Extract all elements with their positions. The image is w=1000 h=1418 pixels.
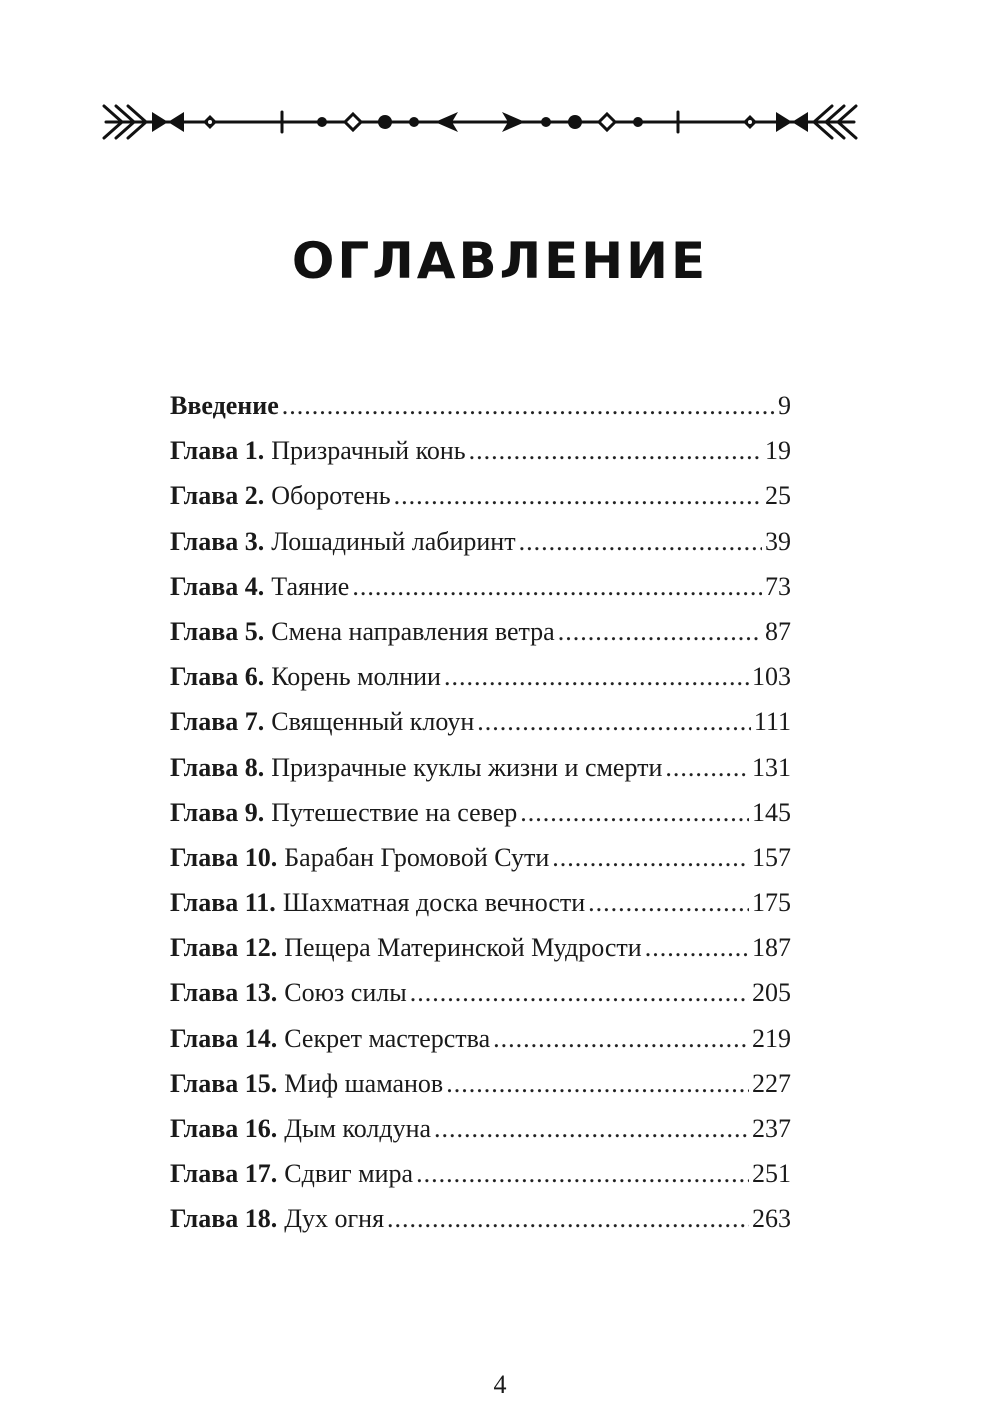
toc-entry-title: Союз силы [284,978,407,1008]
toc-entry-label: Глава 4. [170,571,265,601]
toc-entry [170,745,791,790]
toc-entry-page: 103 [752,662,791,692]
toc-entry-page: 205 [752,978,791,1008]
dot-leader [352,564,762,609]
toc-entry-label: Глава 6. [170,662,265,692]
toc-entry-title: Шахматная доска вечности [282,888,586,918]
toc-entry-label: Глава 17. [170,1159,278,1189]
dot-leader [645,925,749,970]
tribal-arrow-ornament-icon [100,98,860,146]
toc-entry-page: 87 [765,616,791,646]
toc-entry-label: Глава 12. [170,933,278,963]
dot-leader [434,1106,749,1151]
dot-leader [588,880,749,925]
toc-entry-page: 73 [765,571,791,601]
toc-entry-label: Глава 16. [170,1114,278,1143]
toc-entry-label: Глава 11. [170,888,276,918]
toc-entry [170,564,791,609]
toc-entry-title: Оборотень [271,481,391,511]
dot-leader [477,699,751,744]
toc-entry-title: Барабан Громовой Сути [284,842,550,872]
toc-entry-title: Призрачный конь [271,436,466,466]
page-title: ОГЛАВЛЕНИЕ [291,232,709,290]
toc-entry-title: Миф шаманов [284,1068,444,1098]
dot-leader [519,519,762,564]
dot-leader [665,745,749,790]
toc-entry-page: 145 [752,797,791,827]
toc-entry [170,1196,791,1241]
toc-entry [170,880,791,925]
dot-leader [469,428,762,473]
toc-entry-label: Глава 13. [170,978,278,1008]
toc-entry-page: 219 [752,1023,791,1053]
dot-leader [282,383,775,428]
dot-leader [558,609,762,654]
toc-entry [170,699,791,744]
toc-entry [170,835,791,880]
toc-entry [170,1061,791,1106]
toc-entry-label: Глава 10. [170,842,278,872]
page-number: 4 [493,1370,507,1399]
toc-entry [170,428,791,473]
toc-entry-title: Секрет мастерства [284,1023,491,1053]
toc-entry-label: Введение [170,391,279,420]
toc-entry-page: 111 [753,707,791,737]
toc-entry [170,1016,791,1061]
toc-entry [170,790,791,835]
toc-entry-page: 263 [752,1204,791,1234]
toc-entry-title: Смена направления ветра [271,616,555,646]
toc-entry-page: 19 [765,436,791,466]
toc-entry-label: Глава 18. [170,1204,278,1234]
toc-entry-label: Глава 3. [170,526,265,556]
dot-leader [410,970,749,1015]
toc-entry [170,925,791,970]
dot-leader [387,1196,749,1241]
toc-entry-title: Лошадиный лабиринт [271,526,516,556]
toc-entry-label: Глава 9. [170,797,265,827]
toc-entry-title: Путешествие на север [271,797,518,827]
toc-entry-page: 237 [752,1114,791,1143]
dot-leader [394,473,762,518]
toc-entry [170,473,791,518]
toc-entry-label: Глава 8. [170,752,265,782]
toc-entry-page: 131 [752,752,791,782]
dot-leader [446,1061,749,1106]
toc-entry [170,609,791,654]
toc-entry-label: Глава 2. [170,481,265,511]
toc-entry [170,1106,791,1151]
toc-entry [170,970,791,1015]
toc-entry-label: Глава 5. [170,616,265,646]
toc-entry-title: Корень молнии [271,662,441,692]
toc-entry-title: Таяние [271,571,350,601]
toc-entry-page: 9 [778,391,791,420]
toc-entry-page: 175 [752,888,791,918]
toc-entry-page: 25 [765,481,791,511]
dot-leader [493,1016,749,1061]
toc-entry-title: Священный клоун [271,707,475,737]
toc-entry [170,383,791,428]
dot-leader [552,835,749,880]
toc-entry-label: Глава 14. [170,1023,278,1053]
toc-entry [170,519,791,564]
toc-entry-label: Глава 15. [170,1068,278,1098]
toc-entry-page: 251 [752,1159,791,1189]
toc-entry-title: Дым колдуна [284,1114,432,1143]
toc-entry-label: Глава 7. [170,707,265,737]
toc-entry [170,654,791,699]
dot-leader [520,790,749,835]
toc-entry [170,1151,791,1196]
dot-leader [444,654,749,699]
toc-entry-label: Глава 1. [170,436,265,466]
toc-entry-page: 39 [765,526,791,556]
toc-entry-page: 227 [752,1068,791,1098]
dot-leader [416,1151,749,1196]
toc-entry-page: 157 [752,842,791,872]
toc-entry-title: Призрачные куклы жизни и смерти [271,752,663,782]
toc-entry-page: 187 [752,933,791,963]
table-of-contents [170,383,791,1242]
toc-entry-title: Сдвиг мира [284,1159,414,1189]
toc-entry-title: Дух огня [284,1204,385,1234]
toc-entry-title: Пещера Материнской Мудрости [284,933,642,963]
